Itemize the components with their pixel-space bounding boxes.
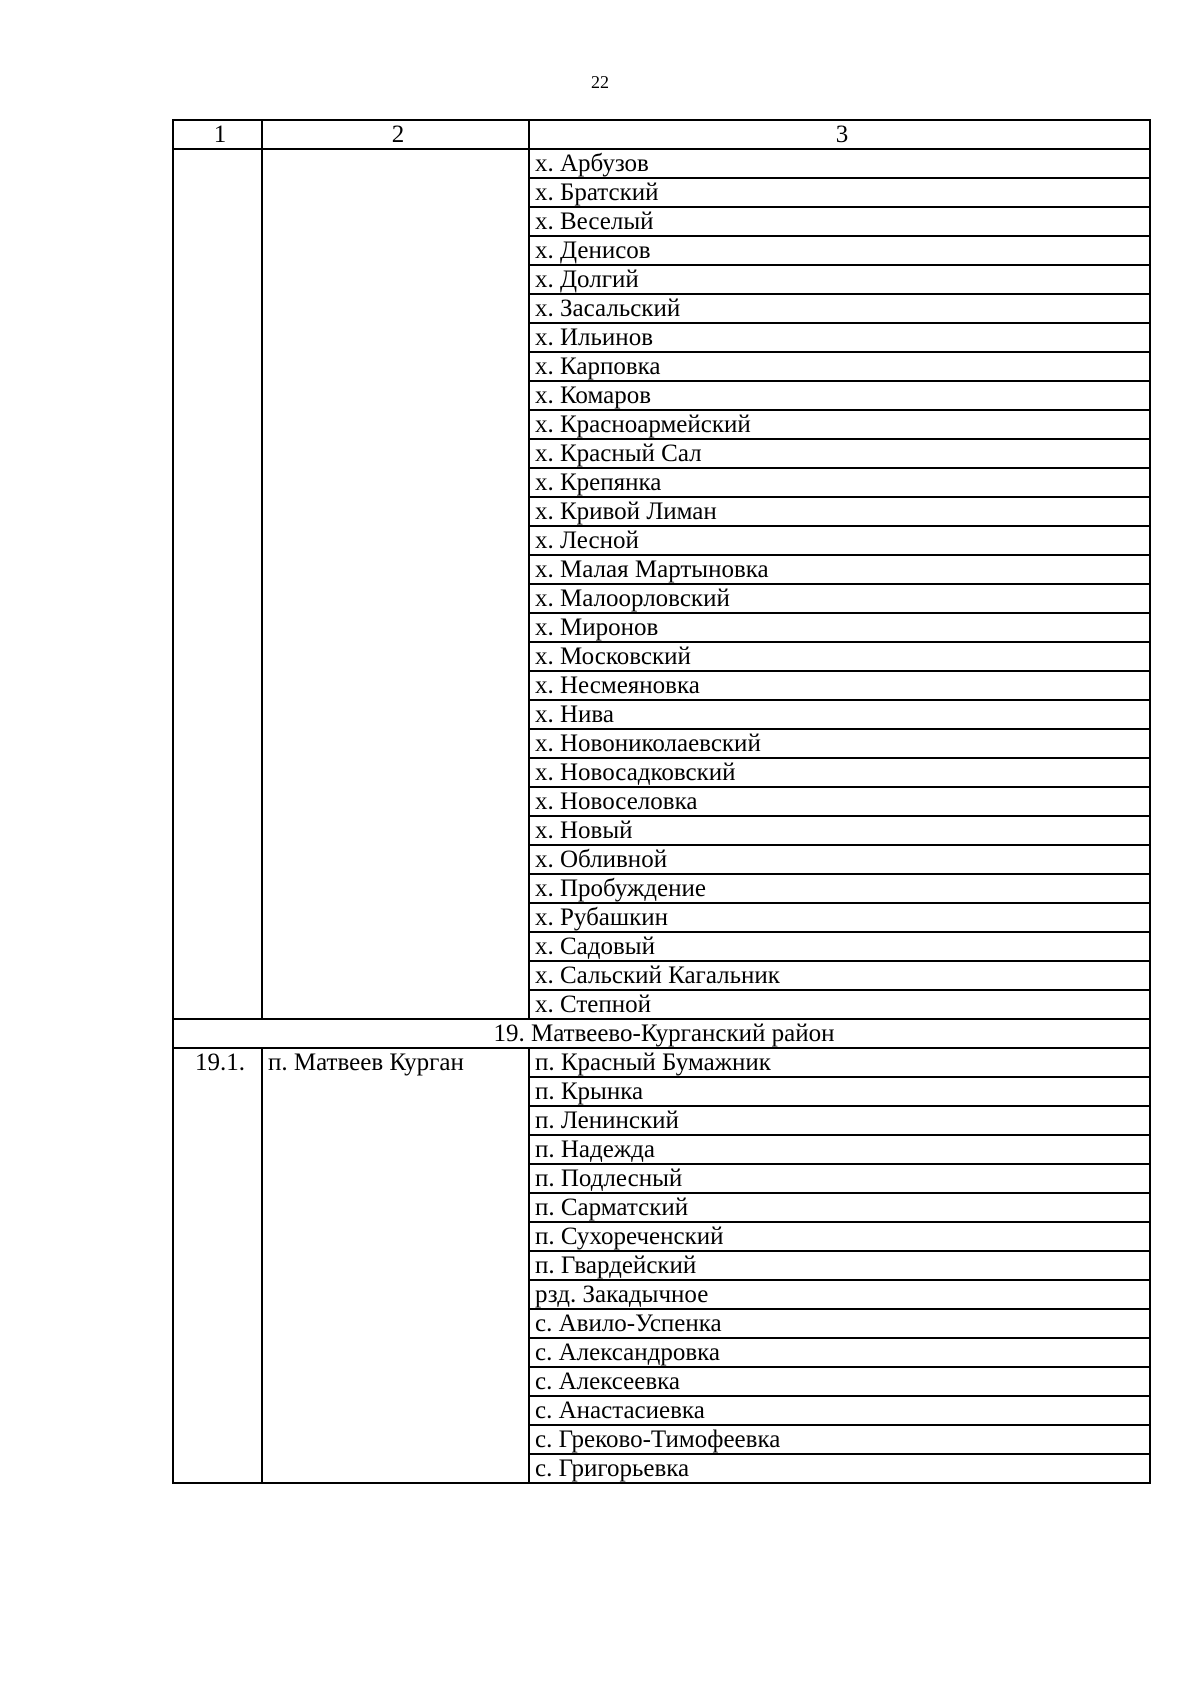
settlement-cell: х. Новониколаевский xyxy=(529,729,1150,758)
settlement-cell: с. Анастасиевка xyxy=(529,1396,1150,1425)
settlement-cell: х. Сальский Кагальник xyxy=(529,961,1150,990)
settlement-cell: х. Обливной xyxy=(529,845,1150,874)
settlement-cell: п. Гвардейский xyxy=(529,1251,1150,1280)
municipality-cell xyxy=(262,149,529,1019)
settlement-cell: с. Алексеевка xyxy=(529,1367,1150,1396)
page-number: 22 xyxy=(591,72,609,92)
settlement-cell: п. Крынка xyxy=(529,1077,1150,1106)
settlement-cell: х. Новосадковский xyxy=(529,758,1150,787)
settlement-cell: х. Денисов xyxy=(529,236,1150,265)
settlement-cell: с. Александровка xyxy=(529,1338,1150,1367)
settlement-cell: х. Кривой Лиман xyxy=(529,497,1150,526)
settlement-cell: х. Московский xyxy=(529,642,1150,671)
settlement-cell: с. Греково-Тимофеевка xyxy=(529,1425,1150,1454)
table-row xyxy=(173,1048,1150,1077)
settlement-cell: х. Братский xyxy=(529,178,1150,207)
table-row xyxy=(173,149,1150,178)
settlement-cell: х. Новоселовка xyxy=(529,787,1150,816)
settlement-cell: х. Крепянка xyxy=(529,468,1150,497)
settlement-cell: х. Несмеяновка xyxy=(529,671,1150,700)
settlement-cell: х. Красный Сал xyxy=(529,439,1150,468)
settlement-cell: п. Сарматский xyxy=(529,1193,1150,1222)
row-number-cell: 19.1. xyxy=(173,1048,262,1483)
settlement-cell: х. Малоорловский xyxy=(529,584,1150,613)
settlement-cell: рзд. Закадычное xyxy=(529,1280,1150,1309)
settlement-cell: п. Ленинский xyxy=(529,1106,1150,1135)
settlement-cell: х. Нива xyxy=(529,700,1150,729)
row-number-cell xyxy=(173,149,262,1019)
section-title: 19. Матвеево-Курганский район xyxy=(173,1019,1150,1048)
settlement-cell: х. Долгий xyxy=(529,265,1150,294)
settlement-cell: х. Засальский xyxy=(529,294,1150,323)
settlement-cell: х. Миронов xyxy=(529,613,1150,642)
settlement-cell: х. Веселый xyxy=(529,207,1150,236)
header-col-3: 3 xyxy=(529,120,1150,149)
settlement-cell: х. Садовый xyxy=(529,932,1150,961)
settlement-cell: х. Степной xyxy=(529,990,1150,1019)
settlement-cell: п. Сухореченский xyxy=(529,1222,1150,1251)
section-row xyxy=(173,1019,1150,1048)
settlement-cell: п. Подлесный xyxy=(529,1164,1150,1193)
settlement-cell: х. Новый xyxy=(529,816,1150,845)
settlement-cell: х. Карповка xyxy=(529,352,1150,381)
table-header-row xyxy=(173,120,1150,149)
municipality-cell: п. Матвеев Курган xyxy=(262,1048,529,1483)
settlement-cell: х. Ильинов xyxy=(529,323,1150,352)
settlement-cell: с. Григорьевка xyxy=(529,1454,1150,1483)
settlement-cell: х. Лесной xyxy=(529,526,1150,555)
settlement-cell: х. Пробуждение xyxy=(529,874,1150,903)
settlement-cell: п. Надежда xyxy=(529,1135,1150,1164)
table-body xyxy=(173,120,1150,1483)
settlement-cell: п. Красный Бумажник xyxy=(529,1048,1150,1077)
header-col-2: 2 xyxy=(262,120,529,149)
header-col-1: 1 xyxy=(173,120,262,149)
settlement-cell: х. Красноармейский xyxy=(529,410,1150,439)
settlement-cell: с. Авило-Успенка xyxy=(529,1309,1150,1338)
settlement-cell: х. Малая Мартыновка xyxy=(529,555,1150,584)
settlement-cell: х. Комаров xyxy=(529,381,1150,410)
settlements-table xyxy=(172,119,1151,1484)
settlement-cell: х. Арбузов xyxy=(529,149,1150,178)
settlement-cell: х. Рубашкин xyxy=(529,903,1150,932)
